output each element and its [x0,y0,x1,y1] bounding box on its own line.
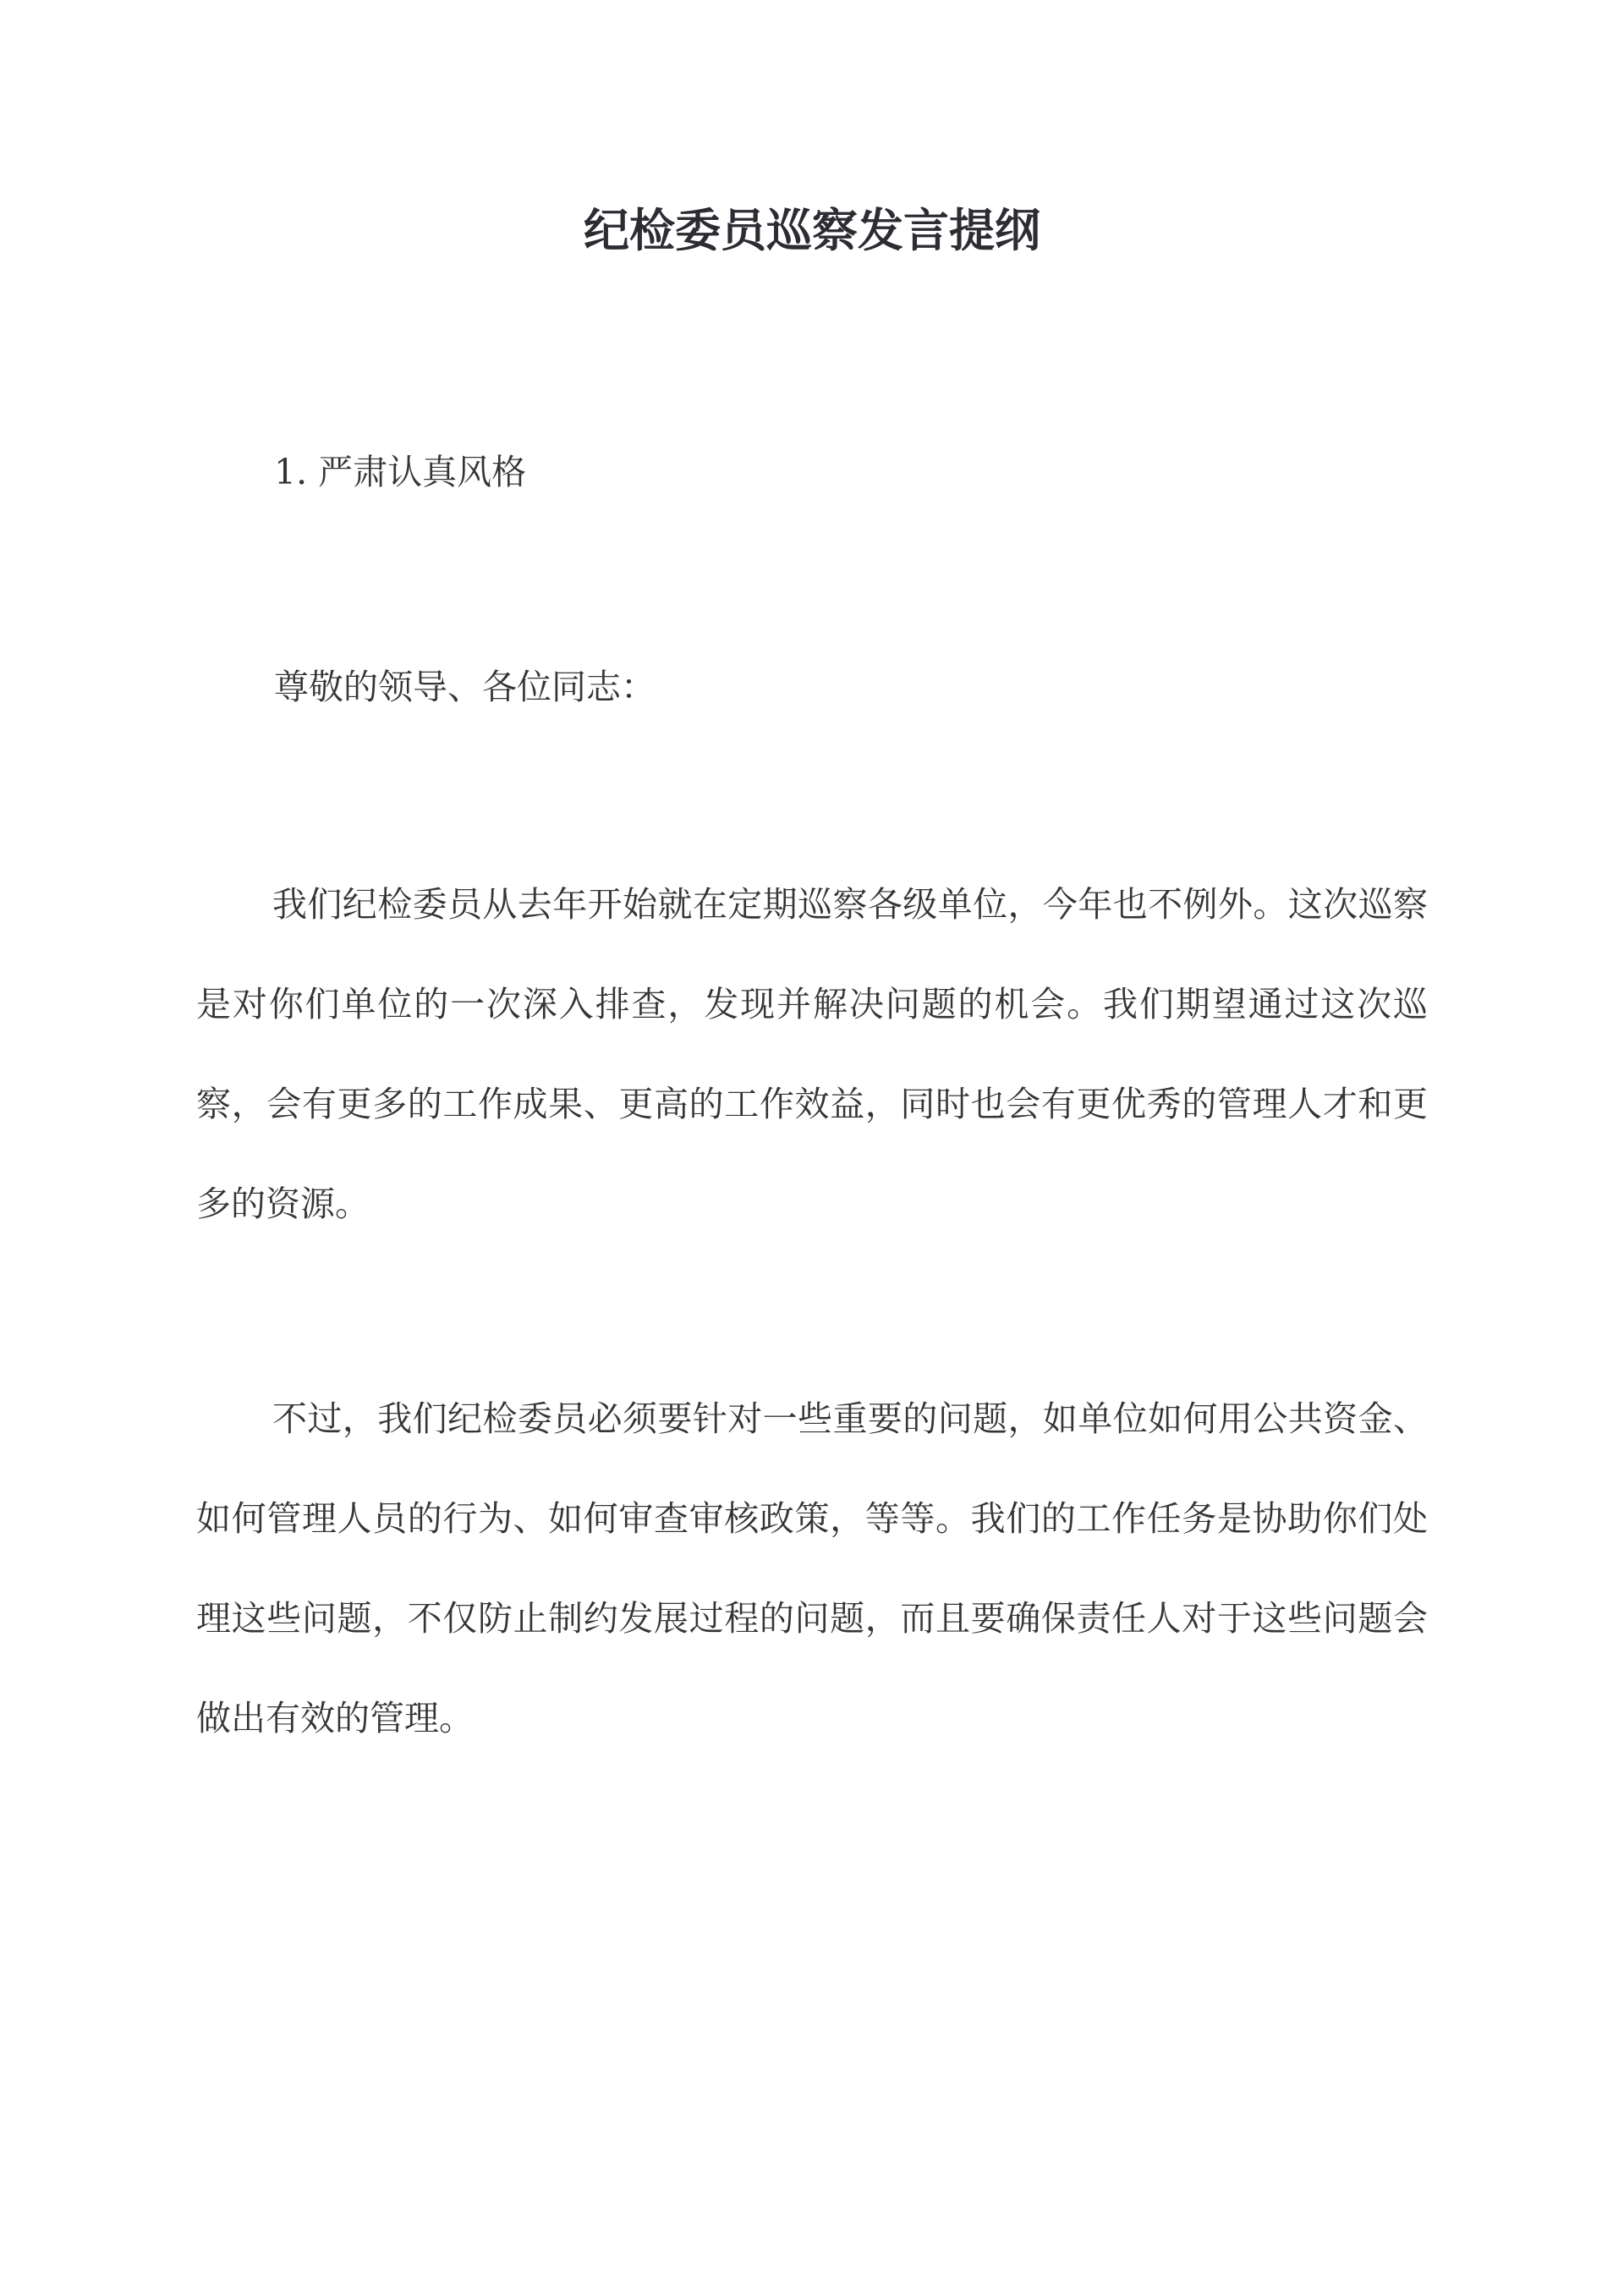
section-heading: 1. 严肃认真风格 [274,452,527,492]
document-title: 纪检委员巡察发言提纲 [584,203,1040,257]
greeting-line: 尊敬的领导、各位同志： [274,667,656,707]
paragraph-1: 我们纪检委员从去年开始就在定期巡察各级单位，今年也不例外。这次巡察是对你们单位的一次深入排查，发现并解决问题的机会。我们期望通过这次巡察，会有更多的工作成果、更高的工作效益，同时也会有更优秀的管理人才和更多的资源。 [196,884,1428,1224]
paragraph-2: 不过，我们纪检委员必须要针对一些重要的问题，如单位如何用公共资金、如何管理人员的行为、如何审查审核政策，等等。我们的工作任务是协助你们处理这些问题，不仅防止制约发展过程的问题，而且要确保责任人对于这些问题会做出有效的管理。 [196,1398,1428,1738]
